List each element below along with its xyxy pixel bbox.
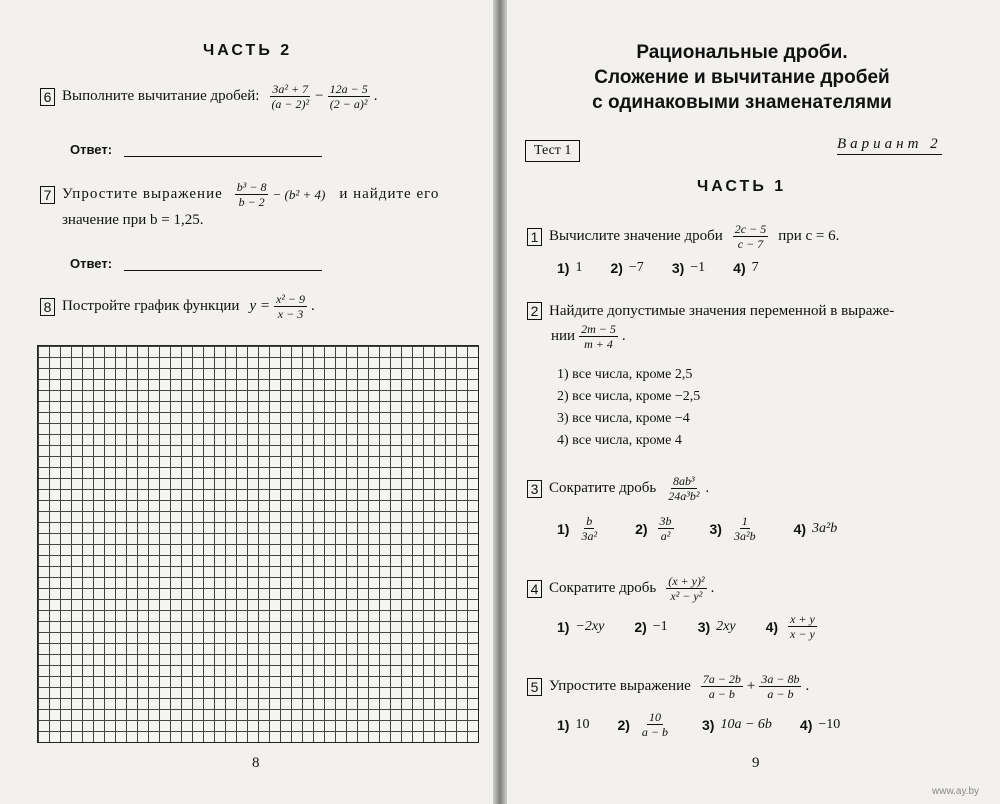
variant-label: Вариант 2 [837, 136, 942, 155]
question-2-line2 [551, 322, 626, 351]
answer-blank[interactable] [124, 144, 322, 157]
task-number: 5 [527, 678, 542, 696]
option[interactable]: 1) все числа, кроме 2,5 [557, 367, 693, 382]
option[interactable]: 3) $\frac{1}{\text{3a²b}}$ [709, 514, 756, 543]
denominator: b − 2 [238, 195, 265, 209]
numerator: b³ − 8 [236, 180, 267, 194]
task-number: 4 [527, 580, 542, 598]
option[interactable]: 2) все числа, кроме −2,5 [557, 389, 701, 404]
answer-label: Ответ: [70, 256, 113, 271]
denominator: (a − 2)² [271, 97, 310, 111]
option[interactable]: 4) $\frac{x + y}{x - y}$ [765, 612, 815, 641]
left-page [0, 0, 493, 804]
period: . [621, 328, 626, 344]
task-number: 7 [40, 186, 55, 204]
answer-line [70, 256, 322, 271]
denominator: c − 7 [737, 237, 764, 251]
right-page [507, 0, 1000, 804]
numerator: 2m − 5 [581, 322, 616, 336]
period: . [705, 480, 710, 496]
title-line: Рациональные дроби. [636, 42, 848, 63]
option[interactable]: 4) 7 [733, 260, 759, 276]
task-number: 1 [527, 228, 542, 246]
task-text: нии [551, 328, 576, 344]
answer-blank[interactable] [124, 258, 322, 271]
numerator: 3a² + 7 [272, 82, 309, 96]
task-text: Найдите допустимые значения переменной в выраже- [549, 302, 895, 319]
task-number: 3 [527, 480, 542, 498]
option[interactable]: 4) −10 [799, 716, 841, 733]
option[interactable]: 3) 2xy [697, 618, 736, 635]
fraction [269, 82, 311, 111]
task-text: Упростите выражение [549, 678, 691, 694]
answer-line [70, 142, 322, 157]
option[interactable]: 2) $\frac{3b}{\text{a²}}$ [635, 514, 672, 543]
denominator: (2 − a)² [329, 97, 368, 111]
period: . [710, 580, 715, 596]
expression: − (b² + 4) [272, 186, 326, 202]
fraction [579, 322, 618, 351]
task-number: 2 [527, 302, 542, 320]
option[interactable]: 3) −1 [671, 260, 706, 276]
task-6 [40, 82, 377, 111]
options-5 [557, 710, 860, 739]
options-4 [557, 612, 841, 641]
option[interactable]: 1) 1 [557, 260, 583, 276]
task-7 [40, 180, 439, 209]
numerator: x² − 9 [275, 292, 305, 306]
numerator: 3a − 8b [761, 672, 800, 686]
fraction [274, 292, 307, 321]
fraction [235, 180, 269, 209]
task-text-tail: и найдите его [339, 186, 440, 202]
task-text: Сократите дробь [549, 580, 657, 596]
question-4 [527, 574, 714, 603]
question-2 [527, 302, 894, 320]
task-number: 8 [40, 298, 55, 316]
task-text-tail: при c = 6. [778, 228, 840, 244]
operator: + [746, 678, 756, 694]
fraction [759, 672, 801, 701]
fraction [701, 672, 743, 701]
task-text: Вычислите значение дроби [549, 228, 723, 244]
option[interactable]: 1) 10 [557, 716, 590, 733]
period: . [373, 88, 378, 104]
option[interactable]: 2) −1 [634, 618, 668, 635]
denominator: a − b [767, 687, 794, 701]
question-1 [527, 222, 839, 251]
numerator: (x + y)² [668, 574, 705, 588]
part-heading: ЧАСТЬ 1 [697, 178, 787, 195]
option[interactable]: 2) $\frac{10}{a - b}$ [617, 710, 669, 739]
numerator: 2c − 5 [734, 222, 767, 236]
numerator: 12a − 5 [329, 82, 368, 96]
task-text: Выполните вычитание дробей: [62, 88, 260, 104]
option[interactable]: 3) 10a − 6b [702, 716, 772, 733]
question-5 [527, 672, 809, 701]
task-text: Постройте график функции [62, 298, 240, 314]
task-8 [40, 292, 315, 321]
question-3 [527, 474, 709, 503]
book-gutter [493, 0, 507, 804]
task-number: 6 [40, 88, 55, 106]
title-line: Сложение и вычитание дробей [594, 67, 890, 88]
operator: − [315, 88, 324, 104]
numerator: 7a − 2b [702, 672, 741, 686]
page-number: 9 [752, 755, 760, 771]
graph-grid[interactable] [37, 345, 479, 743]
option[interactable]: 1) $\frac{b}{\text{3a²}}$ [557, 514, 598, 543]
fraction [666, 474, 701, 503]
answer-label: Ответ: [70, 142, 113, 157]
option[interactable]: 4) 3a²b [793, 520, 838, 537]
option[interactable]: 3) все числа, кроме −4 [557, 411, 690, 426]
page-number: 8 [252, 755, 260, 771]
options-2 [557, 364, 700, 452]
denominator: m + 4 [584, 337, 613, 351]
option[interactable]: 2) −7 [610, 260, 644, 276]
options-3 [557, 514, 857, 543]
watermark: www.ay.by [932, 786, 980, 797]
denominator: a − b [708, 687, 735, 701]
test-label: Тест 1 [525, 140, 580, 162]
task-7-line2: значение при b = 1,25. [62, 212, 204, 228]
section-title [577, 40, 907, 115]
option[interactable]: 1) −2xy [557, 618, 605, 635]
numerator: 8ab³ [673, 474, 695, 488]
function-lhs: y = [249, 298, 270, 314]
fraction [328, 82, 370, 111]
title-line: с одинаковыми знаменателями [592, 92, 892, 113]
denominator: x − 3 [277, 307, 304, 321]
part-heading: ЧАСТЬ 2 [203, 42, 293, 59]
period: . [311, 298, 315, 314]
denominator: x² − y² [670, 589, 703, 603]
option[interactable]: 4) все числа, кроме 4 [557, 433, 682, 448]
task-text: Упростите выражение [62, 186, 223, 202]
options-1 [557, 260, 779, 276]
task-text: Сократите дробь [549, 480, 657, 496]
denominator: 24a³b² [668, 489, 700, 503]
fraction [733, 222, 768, 251]
period: . [805, 678, 810, 694]
fraction [666, 574, 706, 603]
